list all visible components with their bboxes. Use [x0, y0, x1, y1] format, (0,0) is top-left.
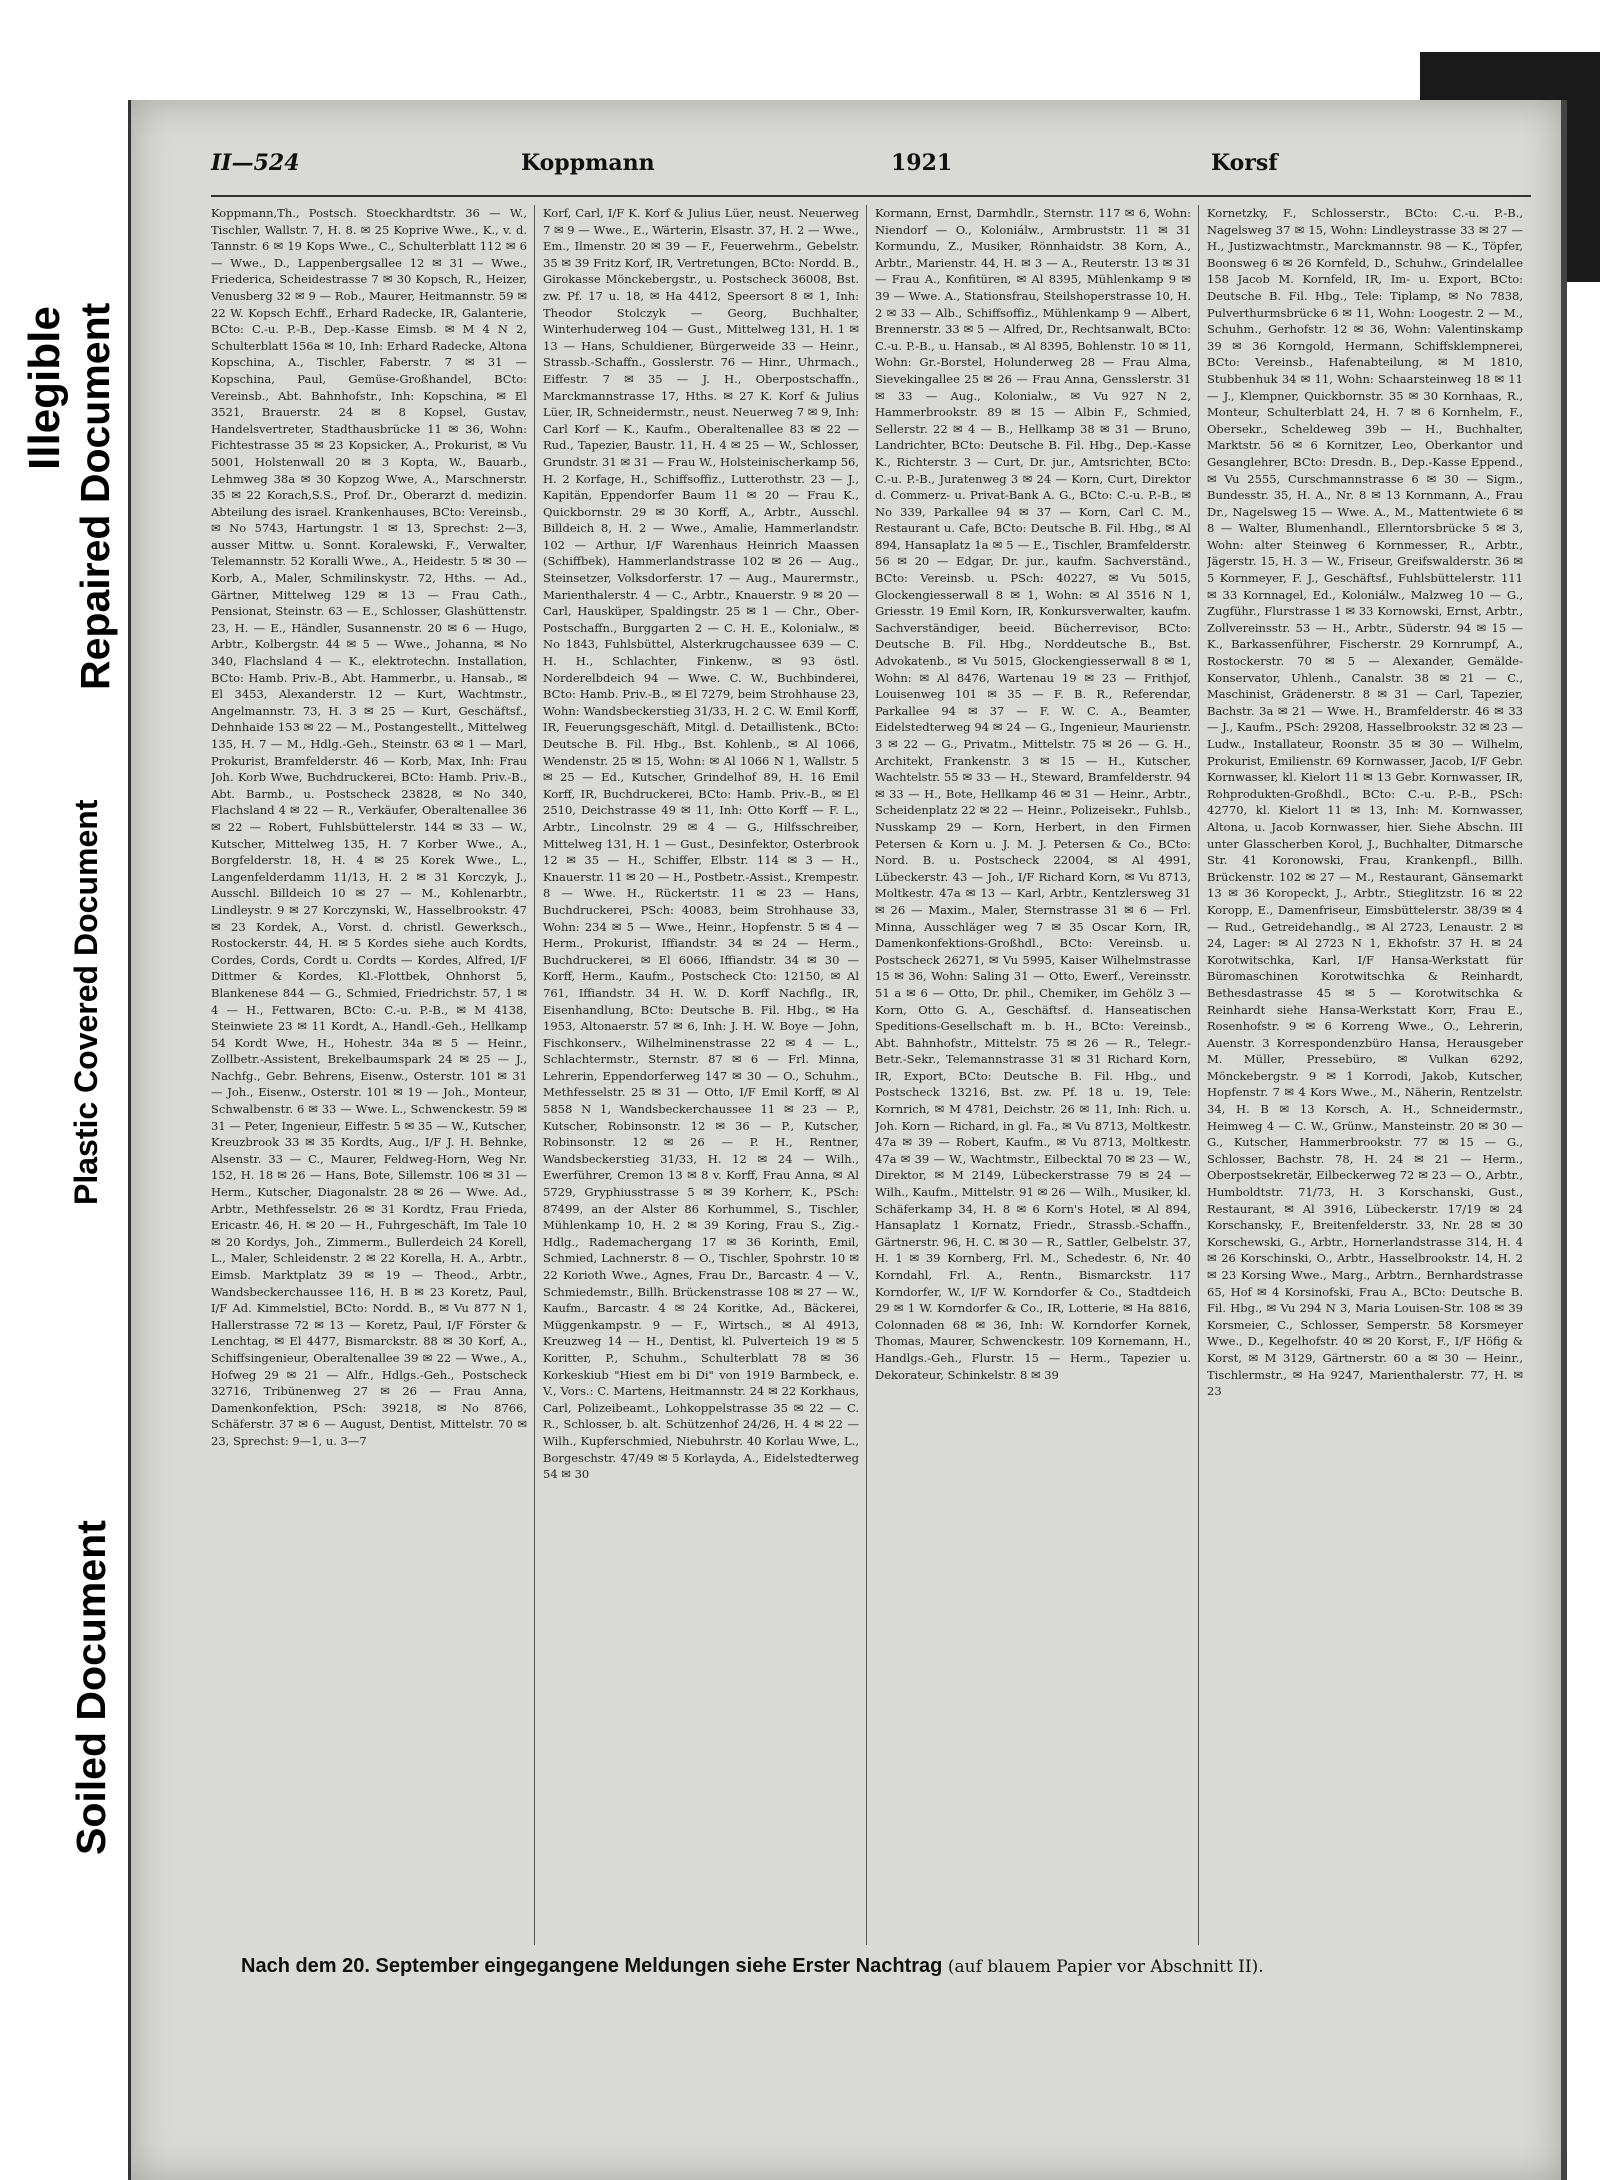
column-divider: [534, 205, 535, 1945]
page-header: [211, 150, 1531, 190]
column-text: Koppmann,Th., Postsch. Stoeckhardtstr. 36 — W., Tischler, Wallstr. 7, H. 8. ✉ 25 Koprive Wwe., K., v. d. Tannstr. 6 ✉ 19 Kops Wwe., C., Schulterblatt 112 ✉ 6 — Wwe., D., Lappenbergsallee 12 ✉ 31 — Wwe., Friederica, Scheidestrasse 7 ✉ 30 Kopsch, R., Heizer, Venusberg 32 ✉ 9 — Rob., Maurer, Heitmannstr. 59 ✉ 22 W. Kopsch Echff., Erhard Radecke, IR, Galanterie, BCto: C.-u. P.-B., Dep.-Kasse Eimsb. ✉ M 4 N 2, Schulterblatt 156a ✉ 10, Inh: Erhard Radecke, Altona Kopschina, A., Tischler, Faberstr. 7 ✉ 31 — Kopschina, Paul, Gemüse-Großhandel, BCto: Vereinsb., Abt. Bahnhofstr., Inh: Kopschina, ✉ El 3521, Brauerstr. 24 ✉ 8 Kopsel, Gustav, Handelsvertreter, Stadthausbrücke 11 ✉ 36, Wohn: Fichtestrasse 35 ✉ 23 Kopsicker, A., Prokurist, ✉ Vu 5001, Holstenwall 20 ✉ 3 Kopta, W., Bauarb., Lehmweg 38a ✉ 30 Kopzog Wwe, A., Marschnerstr. 35 ✉ 22 Korach,S.S., Prof. Dr., Oberarzt d. medizin. Abteilung des israel. Krankenhauses, BCto: Vereinsb., ✉ No 5743, Hartungstr. 1 ✉ 13, Sprechst: 2—3, ausser Mittw. u. Sonnt. Koralewski, F., Verwalter, Telemannstr. 52 Koralli Wwe., A., Heidestr. 5 ✉ 30 — Korb, A., Maler, Schmilinskystr. 72, Hths. — Ad., Gärtner, Mittelweg 129 ✉ 13 — Frau Cath., Pensionat, Steinstr. 63 — E., Schlosser, Glashüttenstr. 23, H. — E., Händler, Susannenstr. 20 ✉ 6 — Hugo, Arbtr., Kolbergstr. 44 ✉ 5 — Wwe., Johanna, ✉ No 340, Flachsland 4 — K., elektrotechn. Installation, BCto: Hamb. Priv.-B., Abt. Hammerbr., u. Hansab., ✉ El 3453, Alexanderstr. 12 — Kurt, Wachtmstr., Angelmannstr. 73, H. 3 ✉ 25 — Kurt, Geschäftsf., Dehnhaide 153 ✉ 22 — M., Postangestellt., Mittelweg 135, H. 7 — M., Hdlg.-Geh., Steinstr. 63 ✉ 1 — Marl, Prokurist, Bramfelderstr. 46 — Korb, Max, Inh: Frau Joh. Korb Wwe, Buchdruckerei, BCto: Hamb. Priv.-B., Abt. Barmb., u. Postscheck 23828, ✉ No 340, Flachsland 4 ✉ 22 — R., Verkäufer, Oberaltenallee 36 ✉ 22 — Robert, Fuhlsbüttelerstr. 144 ✉ 33 — W., Kutscher, Mittelweg 135, H. 7 Korber Wwe., A., Borgfelderstr. 18, H. 4 ✉ 25 Korek Wwe., L., Langenfelderdamm 11/13, H. 2 ✉ 31 Korczyk, J., Ausschl. Billdeich 10 ✉ 27 — M., Kohlenarbtr., Lindleystr. 9 ✉ 27 Korczynski, W., Hasselbrookstr. 47 ✉ 23 Kordek, A., Vorst. d. christl. Gewerksch., Rostockerstr. 44, H. ✉ 5 Kordes siehe auch Kordts, Cordes, Cords, Cordt u. Cordts — Kordes, Alfred, I/F Dittmer & Kordes, Kl.-Flottbek, Ohnhorst 5, Blankenese 844 — G., Schmied, Friedrichstr. 57, 1 ✉ 4 — H., Fettwaren, BCto: C.-u. P.-B., ✉ M 4138, Steinwiete 23 ✉ 11 Kordt, A., Handl.-Geh., Hellkamp 54 Kordt Wwe, H., Hohestr. 34a ✉ 5 — Heinr., Zollbetr.-Assistent, Brekelbaumspark 24 ✉ 25 — J., Nachfg., Gebr. Behrens, Eisenw., Osterstr. 101 ✉ 31 — Joh., Eisenw., Osterstr. 101 ✉ 19 — Joh., Monteur, Schwalbenstr. 6 ✉ 33 — Wwe. L., Schwenckestr. 59 ✉ 31 — Peter, Ingenieur, Eiffestr. 5 ✉ 35 — W., Kutscher, Kreuzbrook 33 ✉ 35 Kordts, Aug., I/F J. H. Behnke, Alsenstr. 33 — C., Maurer, Feldweg-Horn, Weg Nr. 152, H. 18 ✉ 26 — Hans, Bote, Sillemstr. 106 ✉ 31 — Herm., Kutscher, Diagonalstr. 28 ✉ 26 — Wwe. Ad., Arbtr., Methfesselstr. 26 ✉ 31 Kordtz, Frau Frieda, Ericastr. 46, H. ✉ 20 — H., Fuhrgeschäft, Im Tale 10 ✉ 20 Kordys, Joh., Zimmerm., Bullerdeich 24 Korell, L., Maler, Schleidenstr. 2 ✉ 22 Korella, H. A., Arbtr., Eimsb. Marktplatz 39 ✉ 19 — Theod., Arbtr., Wandsbeckerchaussee 116, H. B ✉ 23 Koretz, Paul, I/F Ad. Kimmelstiel, BCto: Nordd. B., ✉ Vu 877 N 1, Hallerstrasse 72 ✉ 13 — Koretz, Paul, I/F Förster & Lenchtag, ✉ El 4477, Bismarckstr. 88 ✉ 30 Korf, A., Schiffsingenieur, Oberaltenallee 39 ✉ 22 — Wwe., A., Hofweg 29 ✉ 21 — Alfr., Hdlgs.-Geh., Postscheck 32716, Tribünenweg 27 ✉ 26 — Frau Anna, Damenkonfektion, PSch: 39218, ✉ No 8766, Schäferstr. 37 ✉ 6 — August, Dentist, Mittelstr. 70 ✉ 23, Sprechst: 9—1, u. 3—7: [211, 206, 527, 1448]
column-divider: [1198, 205, 1199, 1945]
label-illegible: Illegible: [20, 306, 69, 470]
header-name-right: Korsf: [1211, 150, 1278, 176]
column-text: Kormann, Ernst, Darmhdlr., Sternstr. 117 ✉ 6, Wohn: Niendorf — O., Koloniálw., Armbruststr. 11 ✉ 31 Kormundu, Z., Musiker, Rönnhaidstr. 38 Korn, A., Arbtr., Marienstr. 44, H. ✉ 3 — A., Reuterstr. 13 ✉ 31 — Frau A., Konfitüren, ✉ Al 8395, Mühlenkamp 9 ✉ 39 — Wwe. A., Stationsfrau, Steilshoperstrasse 10, H. 2 ✉ 33 — Alb., Schiffsoffiz., Mühlenkamp 9 — Albert, Brennerstr. 33 ✉ 5 — Alfred, Dr., Rechtsanwalt, BCto: C.-u. P.-B., u. Hansab., ✉ Al 8395, Bohlenstr. 10 ✉ 11, Wohn: Gr.-Borstel, Holunderweg 28 — Frau Alma, Sievekingallee 25 ✉ 26 — Frau Anna, Gensslerstr. 31 ✉ 33 — Aug., Kolonialw., ✉ Vu 927 N 2, Hammerbrookstr. 89 ✉ 15 — Albin F., Schmied, Sellerstr. 22 ✉ 4 — B., Hellkamp 38 ✉ 31 — Bruno, Landrichter, BCto: Deutsche B. Fil. Hbg., Dep.-Kasse K., Richterstr. 3 — Curt, Dr. jur., Amtsrichter, BCto: C.-u. P.-B., Juratenweg 3 ✉ 24 — Korn, Curt, Direktor d. Commerz- u. Privat-Bank A. G., BCto: C.-u. P.-B., ✉ No 339, Parkallee 94 ✉ 37 — Korn, Carl C. M., Restaurant u. Cafe, BCto: Deutsche B. Fil. Hbg., ✉ Al 894, Hansaplatz 1a ✉ 5 — E., Tischler, Bramfelderstr. 56 ✉ 20 — Edgar, Dr. jur., kaufm. Sachverständ., BCto: Vereinsb. u. PSch: 40227, ✉ Vu 5015, Glockengiesserwall 8 ✉ 1, Wohn: ✉ Al 3516 N 1, Griesstr. 19 Emil Korn, IR, Konkursverwalter, kaufm. Sachverständiger, beeid. Bücherrevisor, BCto: Deutsche B. Fil. Hbg., Norddeutsche B., Bst. Advokatenb., ✉ Vu 5015, Glockengiesserwall 8 ✉ 1, Wohn: ✉ Al 8476, Wartenau 19 ✉ 23 — Frithjof, Louisenweg 101 ✉ 35 — F. B. R., Referendar, Parkallee 94 ✉ 37 — F. W. C. A., Beamter, Eidelstedterweg 94 ✉ 24 — G., Ingenieur, Maurienstr. 3 ✉ 22 — G., Privatm., Mittelstr. 75 ✉ 26 — G. H., Architekt, Frankenstr. 3 ✉ 15 — H., Kutscher, Wachtelstr. 55 ✉ 33 — H., Steward, Bramfelderstr. 94 ✉ 33 — H., Bote, Hellkamp 46 ✉ 31 — Heinr., Arbtr., Scheidenplatz 22 ✉ 22 — Heinr., Polizeisekr., Fuhlsb., Nusskamp 29 — Korn, Herbert, in den Firmen Petersen & Korn u. J. M. J. Petersen & Co., BCto: Nord. B. u. Postscheck 22004, ✉ Al 4991, Lübeckerstr. 43 — Joh., I/F Richard Korn, ✉ Vu 8713, Moltkestr. 47a ✉ 13 — Karl, Arbtr., Kentzlersweg 31 ✉ 26 — Maxim., Maler, Sternstrasse 31 ✉ 6 — Frl. Minna, Ausschläger weg 7 ✉ 35 Oscar Korn, IR, Damenkonfektions-Großhdl., BCto: Vereinsb. u. Postscheck 26271, ✉ Vu 5995, Kaiser Wilhelmstrasse 15 ✉ 36, Wohn: Saling 31 — Otto, Ewerf., Vereinsstr. 51 a ✉ 6 — Otto, Dr. phil., Chemiker, im Gehölz 3 — Korn, Otto G. A., Geschäftsf. d. Hanseatischen Speditions-Gesellschaft m. b. H., BCto: Vereinsb., Abt. Bahnhofstr., Mittelstr. 75 ✉ 26 — R., Telegr.-Betr.-Sekr., Telemannstrasse 31 ✉ 31 Richard Korn, IR, Export, BCto: Deutsche B. Fil. Hbg., und Postscheck 13216, Bst. zw. Pf. 18 u. 19, Tele: Kornrich, ✉ M 4781, Deichstr. 26 ✉ 11, Inh: Rich. u. Joh. Korn — Richard, in gl. Fa., ✉ Vu 8713, Moltkestr. 47a ✉ 39 — Robert, Kaufm., ✉ Vu 8713, Moltkestr. 47a ✉ 39 — W., Wachtmstr., Eilbecktal 70 ✉ 23 — W., Direktor, ✉ M 2149, Lübeckerstrasse 79 ✉ 24 — Wilh., Kaufm., Mittelstr. 91 ✉ 26 — Wilh., Musiker, kl. Schäferkamp 34, H. 8 ✉ 6 Korn's Hotel, ✉ Al 894, Hansaplatz 1 Kornatz, Friedr., Strassb.-Schaffn., Gärtnerstr. 96, H. C. ✉ 30 — R., Sattler, Gelbelstr. 37, H. 1 ✉ 39 Kornberg, Frl. M., Schedestr. 6, Nr. 40 Korndahl, Frl. A., Rentn., Bismarckstr. 117 Korndorfer, W., I/F W. Korndorfer & Co., Stadtdeich 29 ✉ 1 W. Korndorfer & Co., IR, Lotterie, ✉ Ha 8816, Colonnaden 68 ✉ 36, Inh: W. Korndorfer Kornek, Thomas, Maurer, Schwenckestr. 109 Kornemann, H., Handlgs.-Geh., Flurstr. 15 — Herm., Tapezier u. Dekorateur, Schinkelstr. 8 ✉ 39: [875, 206, 1191, 1382]
header-name-left: Koppmann: [521, 150, 655, 176]
condition-labels-sidebar: [0, 0, 130, 2177]
label-soiled-document: Soiled Document: [68, 1520, 114, 1855]
directory-column-4: [1207, 205, 1523, 1945]
column-text: Korf, Carl, I/F K. Korf & Julius Lüer, neust. Neuerweg 7 ✉ 9 — Wwe., E., Wärterin, Elsastr. 37, H. 2 — Wwe., Em., Ilmenstr. 20 ✉ 39 — F., Feuerwehrm., Gebelstr. 35 ✉ 39 Fritz Korf, IR, Vertretungen, BCto: Nordd. B., Girokasse Mönckebergstr., u. Postscheck 36008, Bst. zw. Pf. 17 u. 18, ✉ Ha 4412, Speersort 8 ✉ 1, Inh: Theodor Stolczyk — Georg, Buchhalter, Winterhuderweg 104 — Gust., Mittelweg 131, H. 1 ✉ 13 — Hans, Schuldiener, Bürgerweide 33 — Heinr., Strassb.-Schaffn., Gosslerstr. 76 — Hinr., Uhrmach., Eiffestr. 7 ✉ 35 — J. H., Oberpostschaffn., Marckmannstrasse 17, Hths. ✉ 27 K. Korf & Julius Lüer, IR, Schneidermstr., neust. Neuerweg 7 ✉ 9, Inh: Carl Korf — K., Kaufm., Oberaltenallee 83 ✉ 22 — Rud., Tapezier, Baustr. 11, H. 4 ✉ 25 — W., Schlosser, Grundstr. 31 ✉ 31 — Frau W., Holsteinischerkamp 56, H. 2 Korfage, H., Schiffsoffiz., Lutterothstr. 23 — J., Kapitän, Eppendorfer Baum 11 ✉ 20 — Frau K., Quickbornstr. 29 ✉ 30 Korff, A., Arbtr., Ausschl. Billdeich 8, H. 2 — Wwe., Amalie, Hammerlandstr. 102 — Arthur, I/F Warenhaus Heinrich Maassen (Schiffbek), Hammerlandstrasse 102 ✉ 26 — Aug., Steinsetzer, Volksdorferstr. 17 — Aug., Maurermstr., Marienthalerstr. 4 — C., Arbtr., Knauerstr. 9 ✉ 20 — Carl, Hausküper, Spaldingstr. 25 ✉ 1 — Chr., Ober-Postschaffn., Burggarten 2 — C. H. E., Kolonialw., ✉ No 1843, Fuhlsbüttel, Alsterkrugchaussee 639 — C. H. H., Schlachter, Finkenw., ✉ 93 östl. Norderelbdeich 94 — Wwe. C. W., Buchbinderei, BCto: Hamb. Priv.-B., ✉ El 7279, beim Strohhause 23, Wohn: Wandsbeckerstieg 31/33, H. 2 C. W. Emil Korff, IR, Feuerungsgeschäft, Mitgl. d. Detaillistenk., BCto: Deutsche B. Fil. Hbg., Bst. Kohlenb., ✉ Al 1066, Wendenstr. 25 ✉ 15, Wohn: ✉ Al 1066 N 1, Wallstr. 5 ✉ 25 — Ed., Kutscher, Grindelhof 89, H. 16 Emil Korff, IR, Buchdruckerei, BCto: Hamb. Priv.-B., ✉ El 2510, Deichstrasse 49 ✉ 11, Inh: Otto Korff — F. L., Arbtr., Lincolnstr. 29 ✉ 4 — G., Hilfsschreiber, Mittelweg 131, H. 1 — Gust., Desinfektor, Osterbrook 12 ✉ 35 — H., Schiffer, Elbstr. 114 ✉ 3 — H., Knauerstr. 11 ✉ 20 — H., Postbetr.-Assist., Krempestr. 8 — Wwe. H., Rückertstr. 11 ✉ 23 — Hans, Buchdruckerei, PSch: 40083, beim Strohhause 33, Wohn: 234 ✉ 5 — Wwe., Heinr., Hopfenstr. 5 ✉ 4 — Herm., Prokurist, Iffiandstr. 34 ✉ 24 — Herm., Buchdruckerei, ✉ El 6066, Iffiandstr. 34 ✉ 30 — Korff, Herm., Kaufm., Postscheck Cto: 12150, ✉ Al 761, Iffiandstr. 34 H. W. D. Korff Nachflg., IR, Eisenhandlung, BCto: Deutsche B. Fil. Hbg., ✉ Ha 1953, Altonaerstr. 57 ✉ 6, Inh: J. H. W. Boye — John, Fischkonserv., Wilhelminenstrasse 22 ✉ 4 — L., Schlachtermstr., Sternstr. 87 ✉ 6 — Frl. Minna, Lehrerin, Eppendorferweg 147 ✉ 30 — O., Schuhm., Methfesselstr. 25 ✉ 31 — Otto, I/F Emil Korff, ✉ Al 5858 N 1, Wandsbeckerchaussee 11 ✉ 23 — P., Kutscher, Robinsonstr. 12 ✉ 36 — P., Kutscher, Robinsonstr. 12 ✉ 26 — P. H., Rentner, Wandsbeckerstieg 31/33, H. 12 ✉ 24 — Wilh., Ewerführer, Cremon 13 ✉ 8 v. Korff, Frau Anna, ✉ Al 5729, Gryphiusstrasse 5 ✉ 39 Korherr, K., PSch: 87499, an der Alster 86 Korhummel, S., Tischler, Mühlenkamp 10, H. 2 ✉ 39 Koring, Frau S., Zig.-Hdlg., Rademachergang 17 ✉ 36 Korinth, Emil, Schmied, Lachnerstr. 8 — O., Tischler, Spohrstr. 10 ✉ 22 Korioth Wwe., Agnes, Frau Dr., Barcastr. 4 — V., Schmiedemstr., Billh. Brückenstrasse 108 ✉ 27 — W., Kaufm., Barcastr. 4 ✉ 24 Koritke, Ad., Bäckerei, Müggenkampstr. 9 — F., Wirtsch., ✉ Al 4913, Kreuzweg 14 — H., Dentist, kl. Pulverteich 19 ✉ 5 Koritter, P., Schuhm., Schulterblatt 78 ✉ 36 Korkeskiub "Hiest em bi Di" von 1919 Barmbeck, e. V., Vors.: C. Martens, Heitmannstr. 24 ✉ 22 Korkhaus, Carl, Polizeibeamt., Lohkoppelstrasse 35 ✉ 22 — C. R., Schlosser, b. alt. Schützenhof 24/26, H. 4 ✉ 22 — Wilh., Kupferschmied, Niebuhrstr. 40 Korlau Wwe, L., Borgeschstr. 47/49 ✉ 5 Korlayda, A., Eidelstedterweg 54 ✉ 30: [543, 206, 859, 1482]
page-reference: II—524: [211, 150, 300, 176]
label-plastic-covered-document: Plastic Covered Document: [68, 799, 104, 1205]
footer-note: (auf blauem Papier vor Abschnitt II).: [947, 1957, 1264, 1977]
directory-column-2: [543, 205, 859, 1945]
directory-column-1: [211, 205, 527, 1945]
column-text: Kornetzky, F., Schlosserstr., BCto: C.-u. P.-B., Nagelsweg 37 ✉ 15, Wohn: Lindleystrasse 33 ✉ 27 — H., Justizwachtmstr., Marckmannstr. 98 — K., Töpfer, Boonsweg 6 ✉ 26 Kornfeld, D., Schuhw., Grindelallee 158 Jacob M. Kornfeld, IR, Im- u. Export, BCto: Deutsche B. Fil. Hbg., Tele: Tiplamp, ✉ No 7838, Pulverthurmsbrücke 6 ✉ 11, Wohn: Loogestr. 2 — M., Schuhm., Gerhofstr. 12 ✉ 36, Wohn: Valentinskamp 39 ✉ 36 Korngold, Hermann, Schiffsklempnerei, BCto: Vereinsb., Hafenabteilung, ✉ M 1810, Stubbenhuk 34 ✉ 11, Wohn: Schaarsteinweg 18 ✉ 11 — J., Klempner, Quickbornstr. 35 ✉ 30 Kornhaas, R., Monteur, Schulterblatt 24, H. 7 ✉ 6 Kornhelm, F., Obersekr., Scheldeweg 39b — H., Buchhalter, Marktstr. 56 ✉ 6 Kornitzer, Leo, Oberkantor und Gesanglehrer, BCto: Dresdn. B., Dep.-Kasse Eppend., ✉ Vu 2555, Curschmannstrasse 6 ✉ 30 — Sigm., Bundesstr. 35, H. A., Nr. 8 ✉ 13 Kornmann, A., Frau Dr., Nagelsweg 15 — Wwe. A., M., Mattentwiete 6 ✉ 8 — Walter, Blumenhandl., Ellerntorsbrücke 5 ✉ 3, Wohn: alter Steinweg 6 Kornmesser, R., Arbtr., Jägerstr. 15, H. 3 — W., Friseur, Greifswalderstr. 36 ✉ 5 Kornmeyer, F. J., Geschäftsf., Fuhlsbüttelerstr. 111 ✉ 33 Kornnagel, Ed., Koloniálw., Malzweg 10 — G., Zugführ., Flurstrasse 1 ✉ 33 Kornowski, Ernst, Arbtr., Zollvereinsstr. 53 — H., Arbtr., Süderstr. 94 ✉ 15 — K., Barkassenführer, Fischerstr. 29 Kornrumpf, A., Rostockerstr. 70 ✉ 5 — Alexander, Gemälde-Konservator, Uhlenh., Canalstr. 38 ✉ 21 — C., Maschinist, Grädenerstr. 8 ✉ 31 — Carl, Tapezier, Bachstr. 3a ✉ 21 — Wwe. H., Bramfelderstr. 46 ✉ 33 — J., Kaufm., PSch: 29208, Hasselbrookstr. 32 ✉ 23 — Ludw., Installateur, Roonstr. 35 ✉ 30 — Wilhelm, Prokurist, Emilienstr. 69 Kornwasser, Jacob, I/F Gebr. Kornwasser, kl. Kielort 11 ✉ 13 Gebr. Kornwasser, IR, Rohprodukten-Großhdl., BCto: C.-u. P.-B., PSch: 42770, kl. Kielort 11 ✉ 13, Inh: M. Kornwasser, Altona, u. Jacob Kornwasser, hier. Siehe Abschn. III unter Glasscherben Korol, J., Buchhalter, Ditmarsche Str. 41 Koronowski, Frau, Krankenpfl., Billh. Brückenstr. 102 ✉ 27 — M., Restaurant, Gänsemarkt 13 ✉ 36 Koropeckt, J., Arbtr., Stieglitzstr. 16 ✉ 22 Koropp, E., Damenfriseur, Eimsbüttelerstr. 38/39 ✉ 4 — Rud., Getreidehandlg., ✉ Al 2723, Lenaustr. 2 ✉ 24, Lager: ✉ Al 2723 N 1, Ekhofstr. 37 H. ✉ 24 Korotwitschka, Karl, I/F Hansa-Werkstatt für Büromaschinen Korotwitschka & Reinhardt, Bethesdastrasse 45 ✉ 5 — Korotwitschka & Reinhardt siehe Hansa-Werkstatt Korr, Frau E., Rosenhofstr. 9 ✉ 6 Korreng Wwe., O., Lehrerin, Auenstr. 3 Korrespondenzbüro Hansa, Herausgeber M. Müller, Pressebüro, ✉ Vulkan 6292, Mönckebergstr. 9 ✉ 1 Korrodi, Jakob, Kutscher, Hopfenstr. 7 ✉ 4 Kors Wwe., M., Näherin, Rentzelstr. 34, H. B ✉ 13 Korsch, A. H., Schneidermstr., Heimweg 4 — C. W., Grünw., Mansteinstr. 20 ✉ 30 — G., Kutscher, Hammerbrookstr. 77 ✉ 15 — G., Schlosser, Bachstr. 78, H. 24 ✉ 21 — Herm., Oberpostsekretär, Eilbeckerweg 72 ✉ 23 — O., Arbtr., Humboldtstr. 71/73, H. 3 Korschanski, Gust., Restaurant, ✉ Al 3916, Lübeckerstr. 17/19 ✉ 24 Korschansky, F., Breitenfelderstr. 33, Nr. 28 ✉ 30 Korschewski, G., Arbtr., Hornerlandstrasse 314, H. 4 ✉ 26 Korschinski, O., Arbtr., Hasselbrookstr. 14, H. 2 ✉ 23 Korsing Wwe., Marg., Arbtrn., Bernhardstrasse 65, Hof ✉ 4 Korsinofski, Frau A., BCto: Deutsche B. Fil. Hbg., ✉ Vu 294 N 3, Maria Louisen-Str. 108 ✉ 39 Korsmeier, C., Schlosser, Semperstr. 58 Korsmeyer Wwe., D., Kegelhofstr. 40 ✉ 20 Korst, F., I/F Höfig & Korst, ✉ M 3129, Gärtnerstr. 60 a ✉ 30 — Heinr., Tischlermstr., ✉ Ha 9247, Marienthalerstr. 77, H. ✉ 23: [1207, 206, 1523, 1399]
column-divider: [866, 205, 867, 1945]
footer-main-text: Nach dem 20. September eingegangene Meldungen siehe Erster Nachtrag: [241, 1955, 943, 1977]
header-year: 1921: [891, 150, 953, 176]
page-footer: [241, 1955, 1264, 1978]
directory-page: [128, 100, 1567, 2180]
directory-column-3: [875, 205, 1191, 1945]
label-repaired-document: Repaired Document: [72, 302, 118, 690]
header-rule: [211, 195, 1531, 197]
